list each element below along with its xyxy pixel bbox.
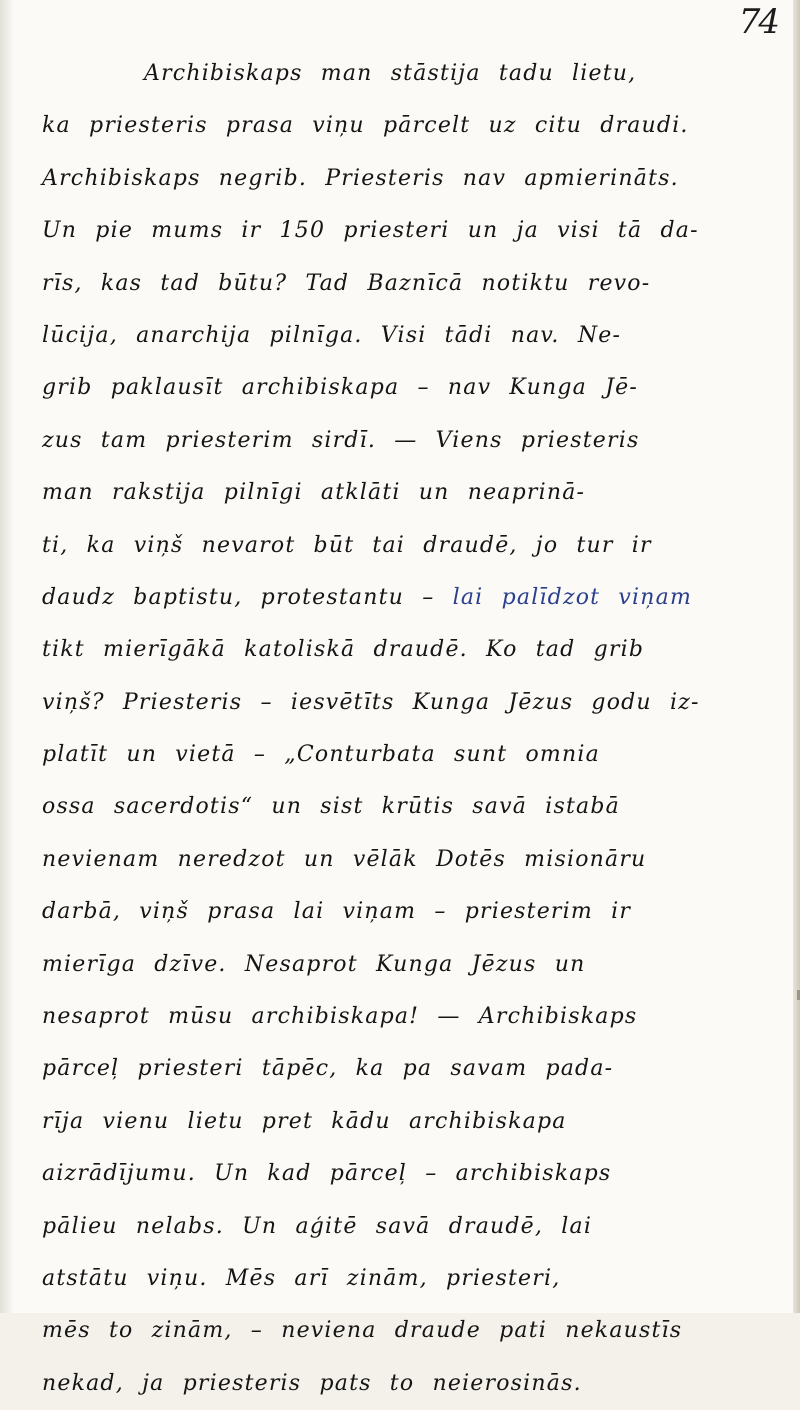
text-line: nekad, ja priesteris pats to neierosinās.	[42, 1370, 582, 1396]
text-line: rīs, kas tad būtu? Tad Baznīcā notiktu revo-	[42, 270, 651, 296]
text-line: platīt un vietā – „Conturbata sunt omnia	[42, 742, 600, 768]
text-segment-black-ink: daudz baptistu, protestantu –	[42, 584, 453, 610]
text-line: grib paklausīt archibiskapa – nav Kunga Jē-	[42, 375, 638, 401]
text-line: pārceļ priesteri tāpēc, ka pa savam pada-	[42, 1056, 614, 1082]
text-line: tikt mierīgākā katoliskā draudē. Ko tad grib	[42, 637, 645, 663]
text-line: mēs to zinām, – neviena draude pati nekaustīs	[42, 1318, 683, 1344]
text-line: Un pie mums ir 150 priesteri un ja visi tā da-	[42, 218, 699, 244]
text-segment-blue-ink: lai palīdzot viņam	[452, 584, 693, 610]
text-line: rīja vienu lietu pret kādu archibiskapa	[42, 1108, 567, 1134]
text-line: Archibiskaps negrib. Priesteris nav apmierināts.	[42, 165, 679, 191]
text-line: viņš? Priesteris – iesvētīts Kunga Jēzus godu iz-	[42, 689, 700, 715]
page-edge	[793, 0, 800, 1313]
text-line: aizrādījumu. Un kad pārceļ – archibiskaps	[42, 1161, 612, 1187]
page-number: 74	[738, 2, 778, 42]
text-line: nevienam neredzot un vēlāk Dotēs misionāru	[42, 846, 647, 872]
text-line: zus tam priesterim sirdī. — Viens priesteris	[42, 427, 640, 453]
text-line: lūcija, anarchija pilnīga. Visi tādi nav. Ne-	[42, 322, 622, 348]
text-line: ka priesteris prasa viņu pārcelt uz citu draudi.	[42, 113, 689, 139]
text-line: pālieu nelabs. Un aģitē savā draudē, lai	[42, 1213, 593, 1239]
text-line: Archibiskaps man stāstija tadu lietu,	[144, 61, 637, 86]
text-line: man rakstija pilnīgi atklāti un neaprinā-	[42, 480, 586, 506]
text-line: nesaprot mūsu archibiskapa! — Archibiskaps	[42, 1004, 638, 1030]
binding-shadow	[0, 0, 14, 1313]
text-line: mierīga dzīve. Nesaprot Kunga Jēzus un	[42, 951, 586, 977]
text-line: atstātu viņu. Mēs arī zinām, priesteri,	[42, 1265, 561, 1291]
text-line: ti, ka viņš nevarot būt tai draudē, jo tur ir	[42, 532, 652, 558]
text-line: darbā, viņš prasa lai viņam – priesterim ir	[42, 899, 632, 925]
handwritten-text-block	[42, 48, 732, 1410]
text-line: ossa sacerdotis“ un sist krūtis savā istabā	[42, 794, 620, 820]
text-line	[42, 572, 732, 624]
